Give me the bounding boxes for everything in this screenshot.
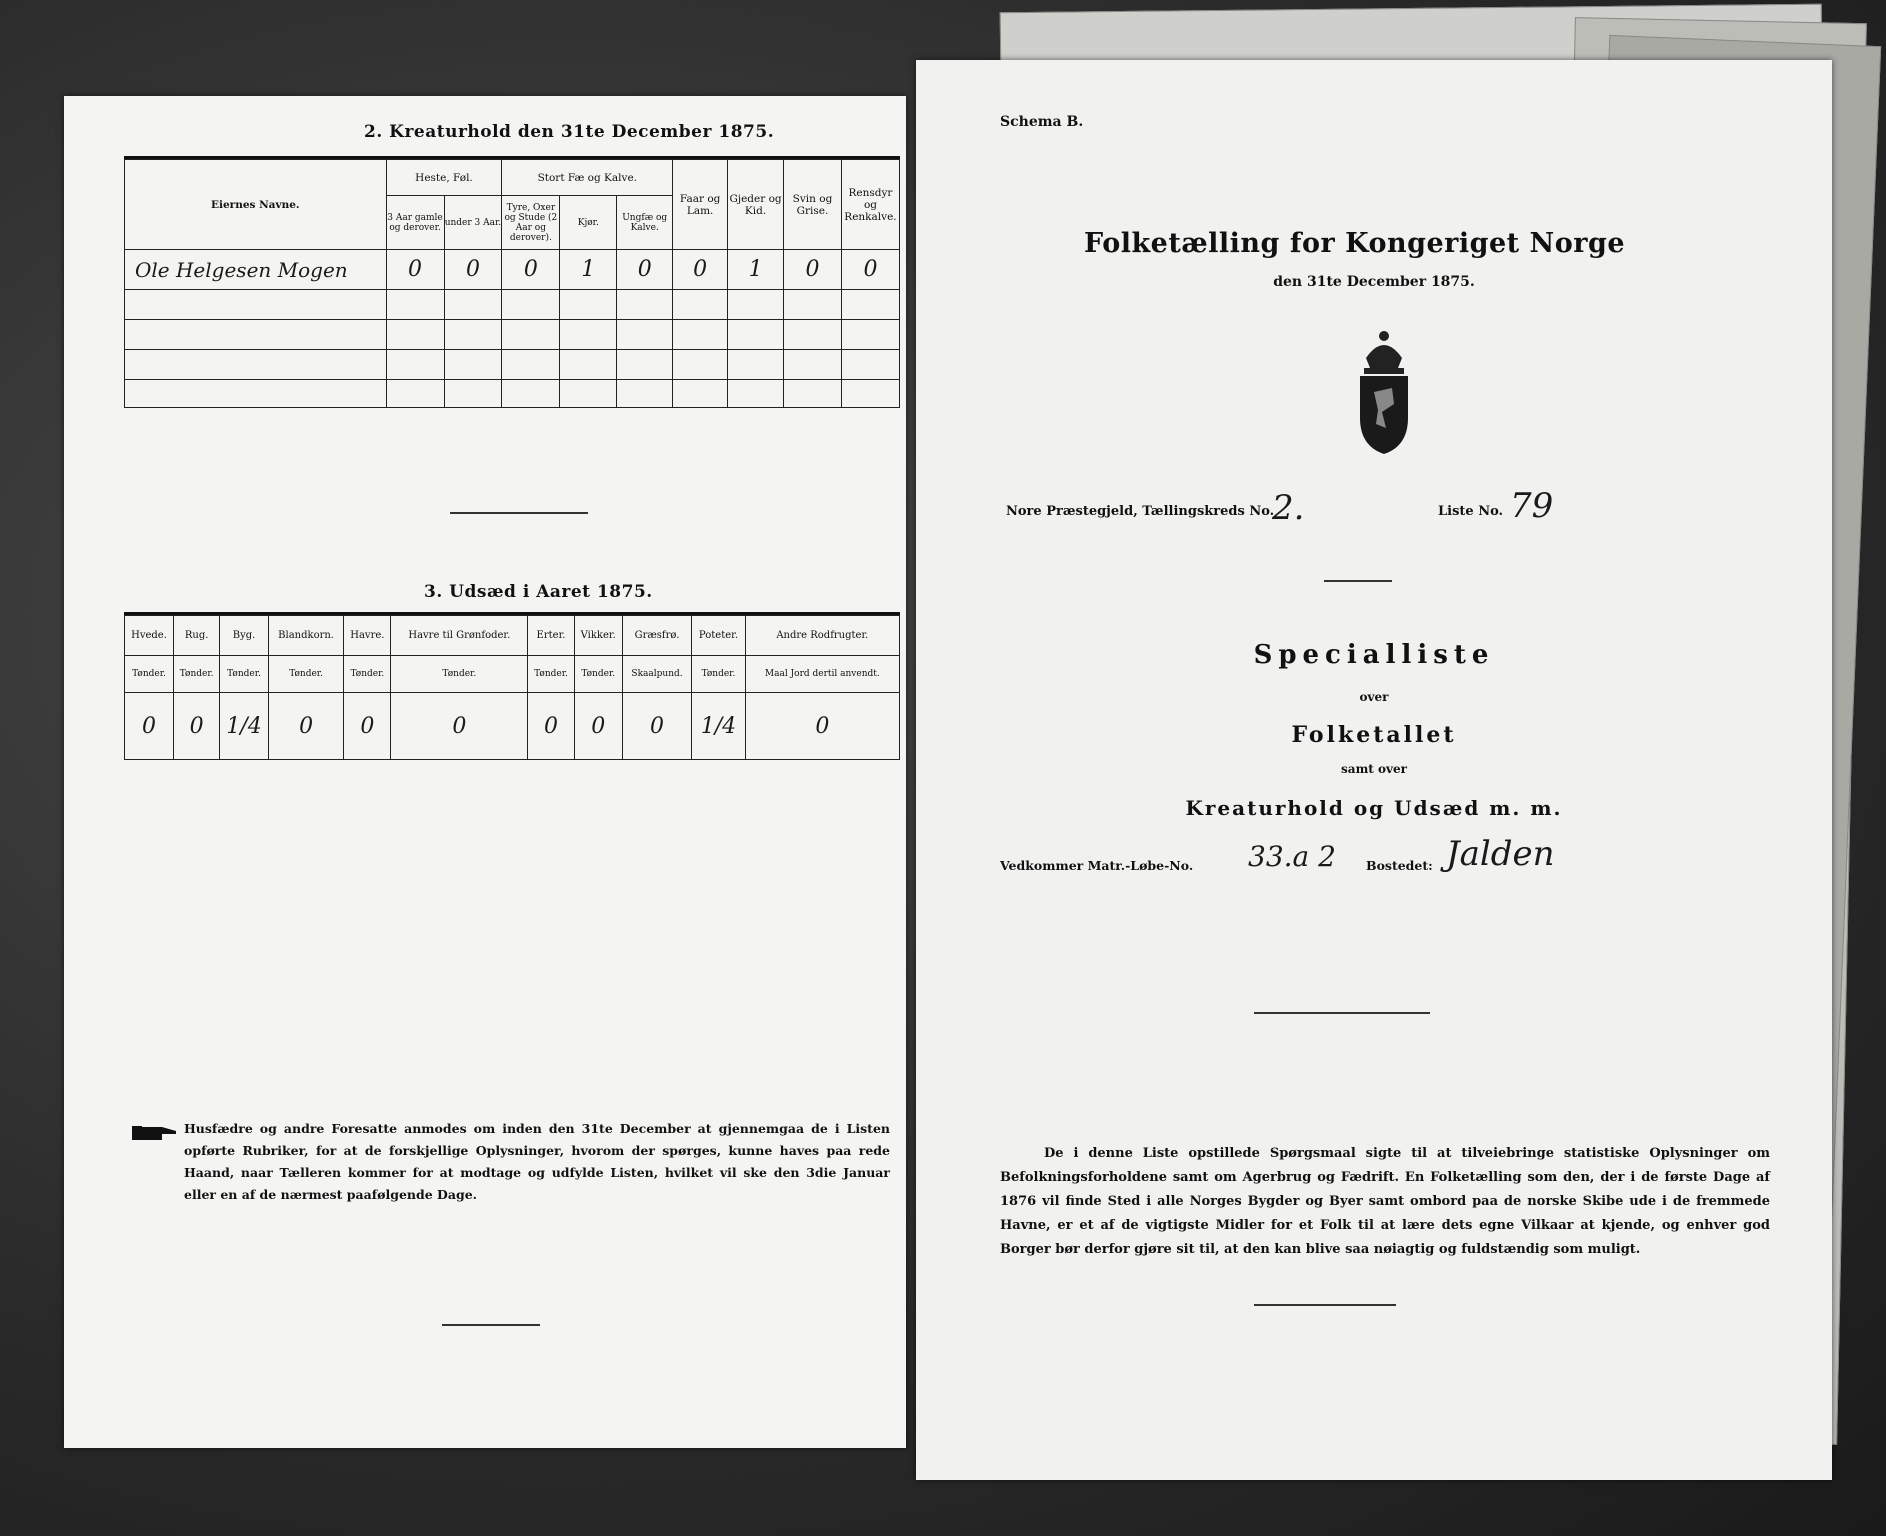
table-row xyxy=(125,350,900,380)
seed-unit: Tønder. xyxy=(344,656,391,693)
value-cell: 0 xyxy=(617,250,673,290)
seed-heading: 3. Udsæd i Aaret 1875. xyxy=(424,582,653,602)
seed-unit: Tønder. xyxy=(574,656,622,693)
separator-line xyxy=(1324,580,1392,582)
value-cell: 0 xyxy=(502,250,560,290)
seed-header: Havre til Grønfoder. xyxy=(391,616,528,656)
seed-unit: Tønder. xyxy=(268,656,344,693)
left-page xyxy=(64,96,906,1448)
matr-label: Vedkommer Matr.-Løbe-No. xyxy=(1000,858,1194,873)
notice-text: Husfædre og andre Foresatte anmodes om inden den 31te December at gjennemgaa de i Listen opførte Rubriker, for at de forskjellige Oplysninger, hvorom der spørges, kunne haves paa rede Haand, naar Tælleren kommer for at modtage og udfylde Listen, hvilket vil ske den 3die Januar eller en af de nærmest paafølgende Dage. xyxy=(184,1121,890,1202)
value-cell: 0 xyxy=(841,250,899,290)
census-title: Folketælling for Kongeriget Norge xyxy=(1084,228,1626,259)
svin-header: Svin og Grise. xyxy=(784,160,842,250)
district-prefix: Nore Præstegjeld, Tællingskreds No. xyxy=(1006,504,1275,519)
seed-value: 0 xyxy=(745,693,899,760)
seed-unit: Tønder. xyxy=(220,656,268,693)
seed-value: 0 xyxy=(574,693,622,760)
value-cell: 0 xyxy=(386,250,444,290)
over-label: over xyxy=(1359,690,1389,704)
liste-number: 79 xyxy=(1510,486,1554,526)
seed-table xyxy=(124,615,900,760)
census-date: den 31te December 1875. xyxy=(1273,274,1475,290)
separator-line xyxy=(1254,1012,1430,1014)
faar-header: Faar og Lam. xyxy=(673,160,728,250)
seed-header: Havre. xyxy=(344,616,391,656)
value-cell: 0 xyxy=(444,250,502,290)
ungfae-header: Ungfæ og Kalve. xyxy=(617,196,673,250)
samt-over-label: samt over xyxy=(1341,762,1407,776)
heste-header: Heste, Føl. xyxy=(386,160,502,196)
seed-unit: Tønder. xyxy=(692,656,745,693)
right-page xyxy=(916,60,1832,1480)
seed-header: Vikker. xyxy=(574,616,622,656)
livestock-heading: 2. Kreaturhold den 31te December 1875. xyxy=(364,122,775,142)
seed-unit: Tønder. xyxy=(125,656,174,693)
specialliste-title: Specialliste xyxy=(1253,640,1495,670)
seed-header: Blandkorn. xyxy=(268,616,344,656)
seed-value: 0 xyxy=(173,693,219,760)
matr-number: 33.a 2 xyxy=(1248,840,1336,873)
seed-unit: Tønder. xyxy=(173,656,219,693)
table-row xyxy=(125,250,900,290)
table-row xyxy=(125,380,900,408)
seed-header: Andre Rodfrugter. xyxy=(745,616,899,656)
owner-header: Eiernes Navne. xyxy=(125,160,387,250)
bosted-name: Jalden xyxy=(1446,834,1555,874)
stort-fae-header: Stort Fæ og Kalve. xyxy=(502,160,673,196)
seed-header: Hvede. xyxy=(125,616,174,656)
table-row xyxy=(125,320,900,350)
seed-value: 0 xyxy=(622,693,692,760)
schema-label: Schema B. xyxy=(1000,114,1084,130)
value-cell: 0 xyxy=(673,250,728,290)
pointing-hand-icon xyxy=(132,1122,178,1144)
seed-header: Poteter. xyxy=(692,616,745,656)
coat-of-arms-icon xyxy=(1336,328,1432,458)
seed-value: 1/4 xyxy=(692,693,745,760)
seed-unit: Skaalpund. xyxy=(622,656,692,693)
seed-header: Rug. xyxy=(173,616,219,656)
value-cell: 1 xyxy=(728,250,784,290)
seed-header: Erter. xyxy=(528,616,574,656)
seed-value: 0 xyxy=(528,693,574,760)
seed-value: 0 xyxy=(125,693,174,760)
heste-old-header: 3 Aar gamle og derover. xyxy=(386,196,444,250)
kjor-header: Kjør. xyxy=(560,196,617,250)
seed-value: 0 xyxy=(391,693,528,760)
value-cell: 1 xyxy=(560,250,617,290)
seed-header: Byg. xyxy=(220,616,268,656)
seed-header: Græsfrø. xyxy=(622,616,692,656)
district-number: 2. xyxy=(1272,488,1305,528)
owner-name: Ole Helgesen Mogen xyxy=(125,250,387,290)
liste-label: Liste No. xyxy=(1438,504,1504,519)
bosted-label: Bostedet: xyxy=(1366,858,1433,873)
seed-value: 0 xyxy=(268,693,344,760)
separator-line xyxy=(450,512,588,514)
rensdyr-header: Rensdyr og Renkalve. xyxy=(841,160,899,250)
table-row xyxy=(125,290,900,320)
seed-value: 0 xyxy=(344,693,391,760)
footer-text: De i denne Liste opstillede Spørgsmaal sigte til at tilveiebringe statistiske Oplysninger om Befolkningsforholdene samt om Agerbrug og Fædrift. En Folketælling som den, der i de første Dage af 1876 vil finde Sted i alle Norges Bygder og Byer samt ombord paa de norske Skibe ude i de fremmede Havne, er et af de vigtigste Midler for et Folk til at lære dets egne Vilkaar at kjende, og enhver god Borger bør derfor gjøre sit til, at den kan blive saa nøiagtig og fuldstændig som muligt. xyxy=(1000,1146,1770,1257)
separator-line xyxy=(1254,1304,1396,1306)
kreaturhold-label: Kreaturhold og Udsæd m. m. xyxy=(1185,796,1563,820)
tyre-header: Tyre, Oxer og Stude (2 Aar og derover). xyxy=(502,196,560,250)
separator-line xyxy=(442,1324,540,1326)
value-cell: 0 xyxy=(784,250,842,290)
seed-unit: Maal Jord dertil anvendt. xyxy=(745,656,899,693)
seed-unit: Tønder. xyxy=(528,656,574,693)
folketallet-label: Folketallet xyxy=(1291,722,1457,748)
gjeder-header: Gjeder og Kid. xyxy=(728,160,784,250)
seed-value: 1/4 xyxy=(220,693,268,760)
heste-young-header: under 3 Aar. xyxy=(444,196,502,250)
livestock-table xyxy=(124,159,900,408)
seed-unit: Tønder. xyxy=(391,656,528,693)
table-row xyxy=(125,693,900,760)
